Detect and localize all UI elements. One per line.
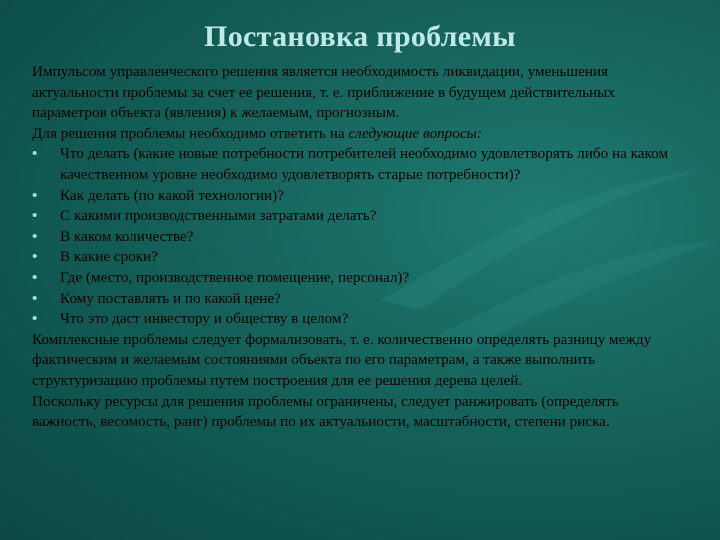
questions-lead-text: Для решения проблемы необходимо ответить на <box>32 124 345 142</box>
list-item <box>32 227 682 248</box>
list-item <box>32 206 682 227</box>
list-item-text: С какими производственными затратами делать? <box>60 207 377 225</box>
list-item-text: Кому поставлять и по какой цене? <box>60 289 281 307</box>
formalization-paragraph: Комплексные проблемы следует формализовать, т. е. количественно определять разницу между фактическим и желаемым состояниями объекта по его параметрам, а также выполнить структуризацию проблемы путем построения для ее решения дерева целей. <box>32 330 652 389</box>
list-item-text: В какие сроки? <box>60 248 159 266</box>
questions-list <box>32 144 682 329</box>
questions-lead-italic: следующие вопросы: <box>348 124 482 142</box>
list-item <box>32 268 682 289</box>
list-item <box>32 186 682 207</box>
bullet-icon: • <box>32 145 38 163</box>
list-item-text: Как делать (по какой технологии)? <box>60 186 284 204</box>
list-item-text: Что делать (какие новые потребности потребителей необходимо удовлетворять либо на каком качественном уровне необходимо удовлетворять старые потребности)? <box>60 145 669 183</box>
bullet-icon: • <box>32 268 38 286</box>
questions-lead <box>32 124 682 145</box>
list-item-text: В каком количестве? <box>60 227 194 245</box>
bullet-icon: • <box>32 186 38 204</box>
bullet-icon: • <box>32 207 38 225</box>
list-item <box>32 289 682 310</box>
bullet-icon: • <box>32 289 38 307</box>
list-item <box>32 144 682 185</box>
list-item <box>32 309 682 330</box>
intro-paragraph: Импульсом управленческого решения является необходимость ликвидации, уменьшения актуальности проблемы за счет ее решения, т. е. приближение в будущем действительных параметров объекта (явления) к желаемым, прогнозным. <box>32 63 615 122</box>
ranking-paragraph: Поскольку ресурсы для решения проблемы ограничены, следует ранжировать (определять важность, весомость, ранг) проблемы по их актуальности, масштабности, степени риска. <box>32 392 619 431</box>
list-item-text: Где (место, производственное помещение, персонал)? <box>60 268 410 286</box>
list-item-text: Что это даст инвестору и обществу в целом? <box>60 310 349 328</box>
list-item <box>32 247 682 268</box>
bullet-icon: • <box>32 310 38 328</box>
bullet-icon: • <box>32 227 38 245</box>
slide-title: Постановка проблемы <box>204 20 516 53</box>
slide-body <box>32 62 682 433</box>
bullet-icon: • <box>32 248 38 266</box>
